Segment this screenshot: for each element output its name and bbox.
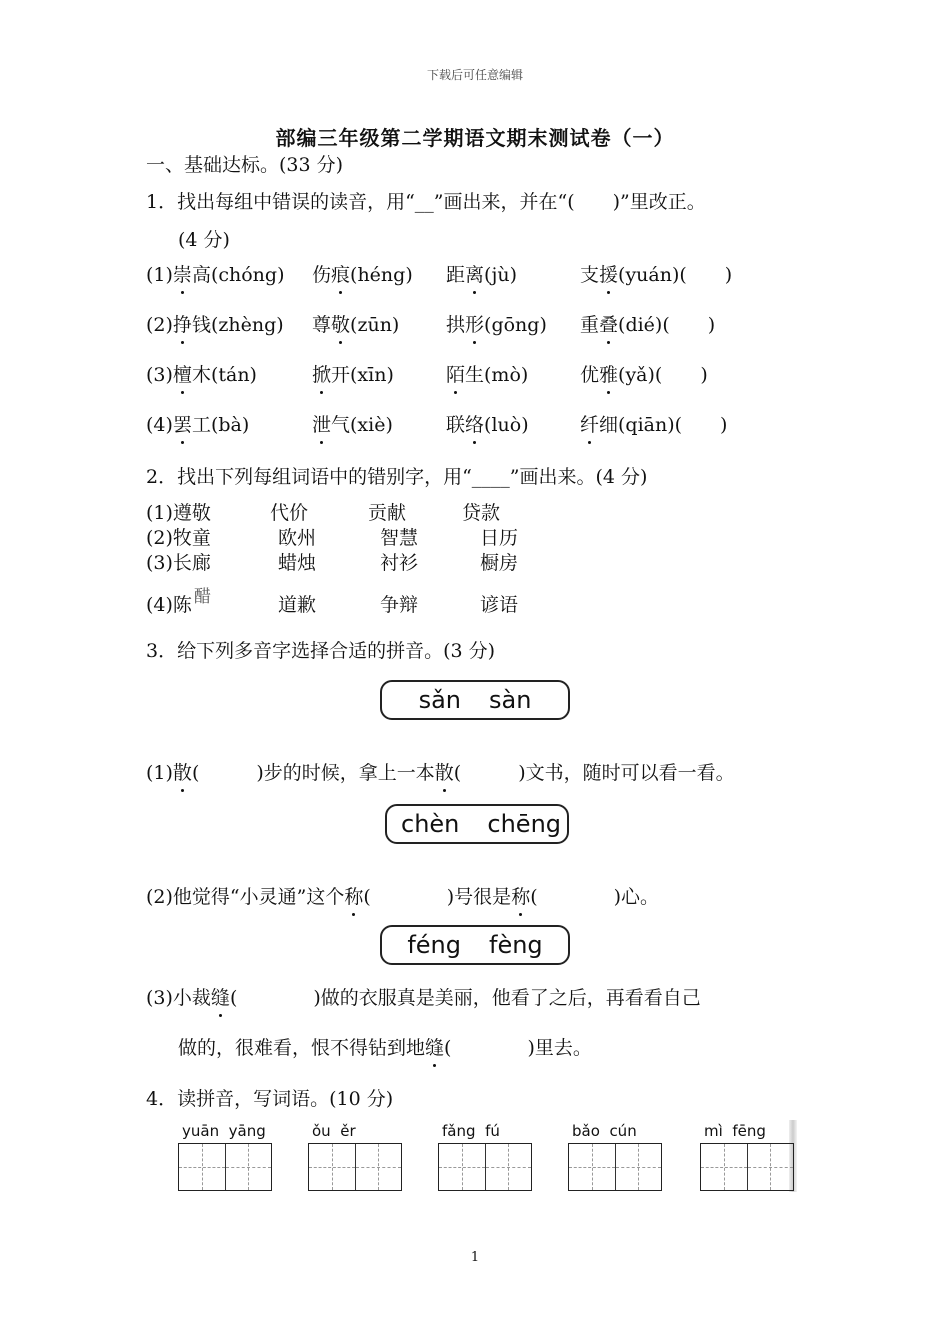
q4-pinyin: yuān yāng — [182, 1122, 266, 1140]
grid-cell[interactable] — [356, 1144, 402, 1190]
q1-item: 距离(jù) — [446, 260, 517, 287]
sentence-1: (1)散( )步的时候，拿上一本散( )文书，随时可以看一看。 — [146, 758, 735, 785]
sentence-3b: 做的，很难看，恨不得钻到地缝( )里去。 — [178, 1033, 592, 1060]
pinyin-box-2 — [385, 804, 569, 844]
q1-item: 伤痕(héng) — [312, 260, 413, 287]
q1-item: 泄气(xiè) — [312, 410, 393, 437]
writing-grid[interactable] — [178, 1143, 272, 1191]
q2-word: 贡献 — [368, 502, 407, 524]
q2-word: 道歉 — [278, 594, 317, 616]
grid-cell[interactable] — [179, 1144, 226, 1190]
question-4: 4．读拼音，写词语。(10 分) — [146, 1088, 394, 1110]
pinyin-option: fèng — [489, 931, 543, 959]
question-1: 1．找出每组中错误的读音，用“__”画出来，并在“( )”里改正。 — [146, 191, 706, 213]
q1-item: 重叠(dié)( ) — [580, 310, 715, 337]
writing-grid[interactable] — [568, 1143, 662, 1191]
pinyin-box-1 — [380, 680, 570, 720]
q4-pinyin: ǒu ěr — [312, 1122, 356, 1140]
grid-cell[interactable] — [569, 1144, 616, 1190]
pinyin-option: sàn — [489, 686, 532, 714]
page-number: 1 — [470, 1250, 480, 1265]
inset-character: 醋 — [194, 587, 211, 607]
q2-word: 代价 — [270, 502, 309, 524]
pinyin-option: sǎn — [418, 686, 461, 714]
grid-cell[interactable] — [439, 1144, 486, 1190]
q1-item: 掀开(xīn) — [312, 360, 394, 387]
q2-word: 橱房 — [480, 552, 519, 574]
q2-word: (2)牧童 — [146, 527, 211, 549]
q2-word: 智慧 — [380, 527, 419, 549]
grid-cell[interactable] — [616, 1144, 662, 1190]
q1-item: (3)檀木(tán) — [146, 360, 257, 387]
q2-word: 欧州 — [278, 527, 317, 549]
q1-item: 纤细(qiān)( ) — [580, 410, 727, 437]
q1-item: 联络(luò) — [446, 410, 529, 437]
pinyin-option: féng — [407, 931, 461, 959]
q2-word: (4)陈 — [146, 594, 192, 616]
question-3: 3．给下列多音字选择合适的拼音。(3 分) — [146, 640, 496, 662]
pinyin-box-3 — [380, 925, 570, 965]
q2-word: 日历 — [480, 527, 519, 549]
q2-word: 蜡烛 — [278, 552, 317, 574]
q2-word: 贷款 — [462, 502, 501, 524]
q2-word: 谚语 — [480, 594, 519, 616]
q4-pinyin: fǎng fú — [442, 1122, 500, 1140]
writing-grid[interactable] — [700, 1143, 794, 1191]
pinyin-option: chèn — [401, 810, 460, 838]
sentence-2: (2)他觉得“小灵通”这个称( )号很是称( )心。 — [146, 882, 659, 909]
sentence-3a: (3)小裁缝( )做的衣服真是美丽，他看了之后，再看看自己 — [146, 983, 701, 1010]
grid-cell[interactable] — [701, 1144, 748, 1190]
grid-cell[interactable] — [486, 1144, 532, 1190]
pinyin-option: chēng — [487, 810, 562, 838]
q1-item: (2)挣钱(zhèng) — [146, 310, 284, 337]
page-header: 下载后可任意编辑 — [426, 68, 523, 82]
question-2: 2．找出下列每组词语中的错别字，用“____”画出来。(4 分) — [146, 466, 648, 488]
page-title: 部编三年级第二学期语文期末测试卷（一） — [275, 126, 675, 150]
q2-word: 衬衫 — [380, 552, 419, 574]
q2-word: (1)遵敬 — [146, 502, 211, 524]
writing-grid[interactable] — [438, 1143, 532, 1191]
q4-pinyin: mì fēng — [704, 1122, 766, 1140]
q1-item: 陌生(mò) — [446, 360, 528, 387]
grid-cell[interactable] — [748, 1144, 794, 1190]
section-heading: 一、基础达标。(33 分) — [146, 154, 344, 176]
question-1-points: (4 分) — [178, 229, 230, 251]
q1-item: 尊敬(zūn) — [312, 310, 399, 337]
q1-item: 拱形(gōng) — [446, 310, 547, 337]
writing-grid[interactable] — [308, 1143, 402, 1191]
grid-cell[interactable] — [309, 1144, 356, 1190]
q2-word: (3)长廊 — [146, 552, 211, 574]
grid-cell[interactable] — [226, 1144, 272, 1190]
q2-word: 争辩 — [380, 594, 419, 616]
q1-item: (4)罢工(bà) — [146, 410, 249, 437]
q1-item: 优雅(yǎ)( ) — [580, 360, 708, 387]
q1-item: 支援(yuán)( ) — [580, 260, 732, 287]
q4-pinyin: bǎo cún — [572, 1122, 637, 1140]
q1-item: (1)崇高(chóng) — [146, 260, 284, 287]
